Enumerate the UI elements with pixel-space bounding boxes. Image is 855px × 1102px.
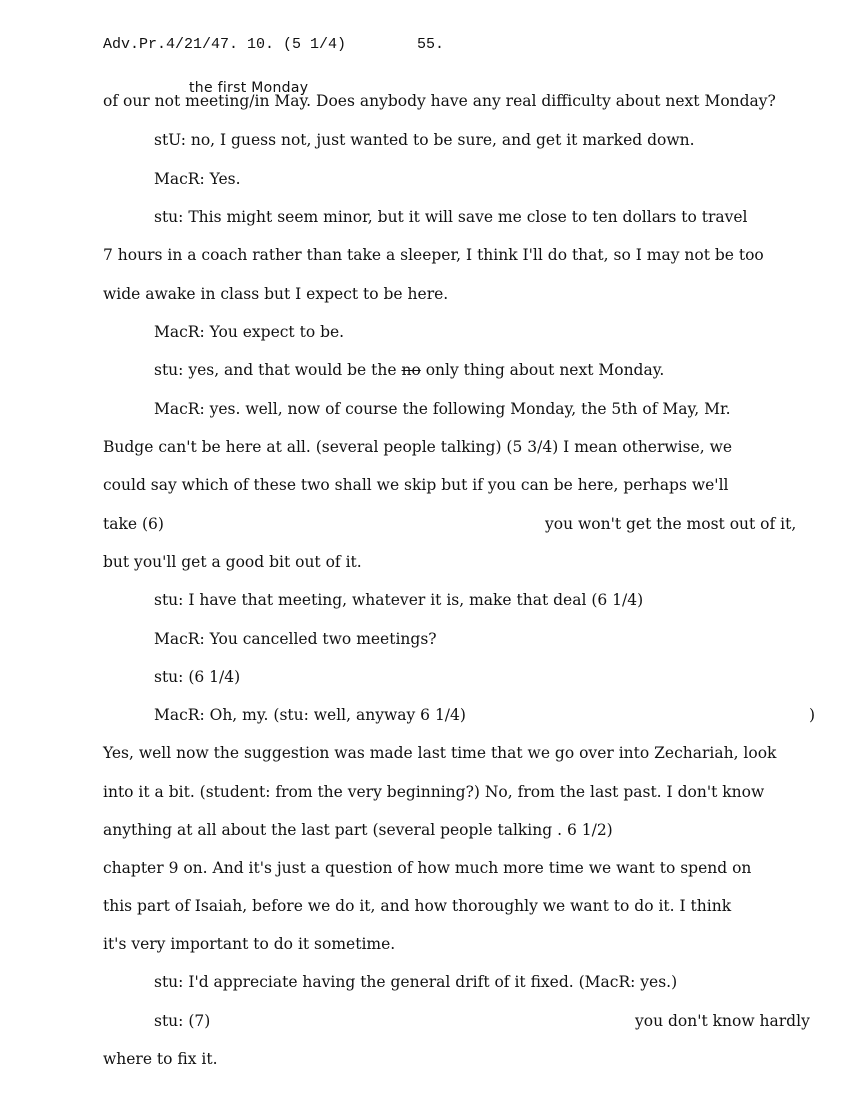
transcript-line-20: anything at all about the last part (several people talking . 6 1/2) <box>103 821 613 839</box>
transcript-line-7: MacR: You expect to be. <box>154 323 345 341</box>
transcript-line-18: Yes, well now the suggestion was made last time that we go over into Zechariah, look <box>103 744 777 762</box>
transcript-line-12-left: take (6) <box>103 515 164 533</box>
transcript-line-19: into it a bit. (student: from the very beginning?) No, from the last past. I don't know <box>103 783 765 801</box>
transcript-line-3: MacR: Yes. <box>154 170 241 188</box>
transcript-line-25-left: stu: (7) <box>154 1012 211 1030</box>
transcript-line-1 <box>103 92 776 110</box>
transcript-line-21: chapter 9 on. And it's just a question of how much more time we want to spend on <box>103 859 752 877</box>
transcript-line-15: MacR: You cancelled two meetings? <box>154 630 437 648</box>
transcript-line-25-right: you don't know hardly <box>635 1012 810 1030</box>
line-1-part-c: . Does anybody have any real difficulty about next Monday? <box>306 92 776 110</box>
page-number: 55. <box>417 36 445 53</box>
transcript-line-23: it's very important to do it sometime. <box>103 935 396 953</box>
transcript-line-24: stu: I'd appreciate having the general drift of it fixed. (MacR: yes.) <box>154 973 678 991</box>
transcript-line-17-left: MacR: Oh, my. (stu: well, anyway 6 1/4) <box>154 706 466 724</box>
transcript-line-6: wide awake in class but I expect to be here. <box>103 285 449 303</box>
line-8-part-a: stu: yes, and that would be the <box>154 361 402 379</box>
transcript-line-13: but you'll get a good bit out of it. <box>103 553 362 571</box>
transcript-line-16: stu: (6 1/4) <box>154 668 241 686</box>
transcript-line-2: stU: no, I guess not, just wanted to be sure, and get it marked down. <box>154 131 695 149</box>
struck-word: no <box>401 361 421 379</box>
transcript-line-11: could say which of these two shall we skip but if you can be here, perhaps we'll <box>103 476 729 494</box>
transcript-line-10: Budge can't be here at all. (several people talking) (5 3/4) I mean otherwise, we <box>103 438 733 456</box>
transcript-line-12-right: you won't get the most out of it, <box>545 515 797 533</box>
transcript-line-4: stu: This might seem minor, but it will save me close to ten dollars to travel <box>154 208 748 226</box>
handwritten-insertion: the first Monday <box>189 80 309 96</box>
transcript-line-8 <box>154 361 664 379</box>
transcript-line-14: stu: I have that meeting, whatever it is, make that deal (6 1/4) <box>154 591 644 609</box>
transcript-line-26: where to fix it. <box>103 1050 218 1068</box>
transcript-line-17-right: ) <box>809 706 816 724</box>
line-1-part-b: /in May <box>249 92 307 110</box>
transcript-line-9: MacR: yes. well, now of course the following Monday, the 5th of May, Mr. <box>154 400 731 418</box>
header-reference: Adv.Pr.4/21/47. 10. (5 1/4) <box>103 36 347 53</box>
line-8-part-b: only thing about next Monday. <box>420 361 665 379</box>
line-1-part-a: of our not meeting <box>103 92 250 110</box>
transcript-line-5: 7 hours in a coach rather than take a sleeper, I think I'll do that, so I may not be too <box>103 246 764 264</box>
transcript-line-22: this part of Isaiah, before we do it, and how thoroughly we want to do it. I think <box>103 897 732 915</box>
